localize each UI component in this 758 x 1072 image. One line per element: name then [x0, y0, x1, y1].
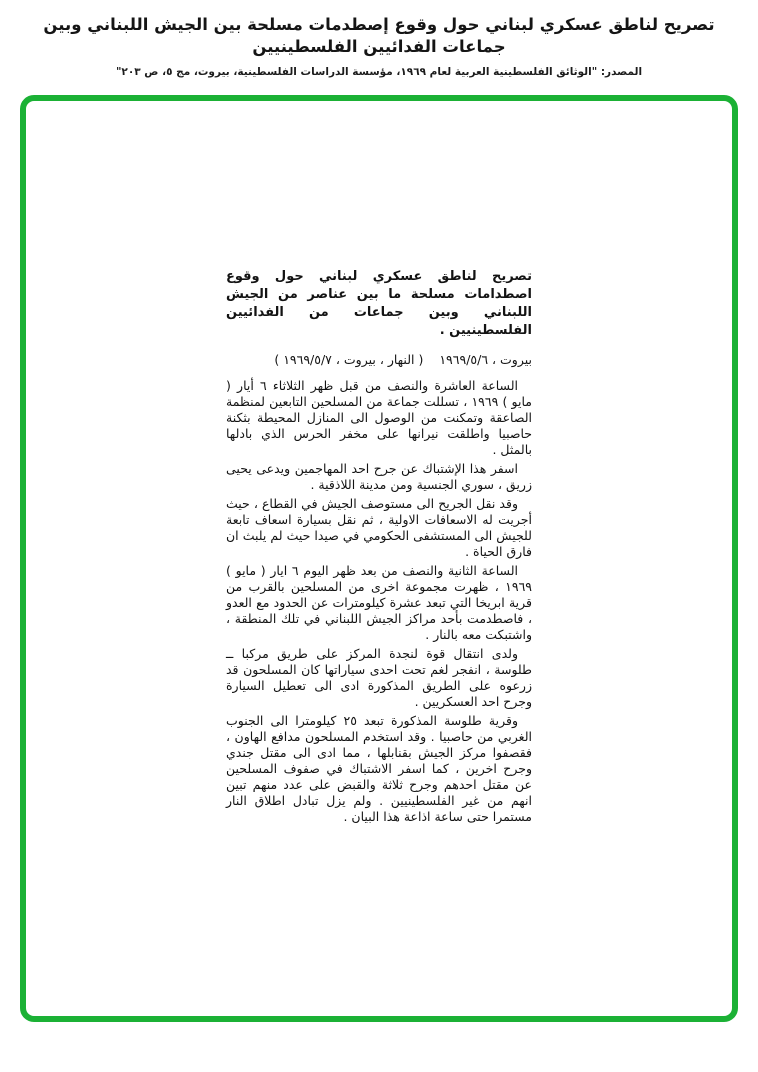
scanned-document-text	[226, 268, 532, 828]
paragraph: الساعة العاشرة والنصف من قبل ظهر الثلاثاء ٦ أيار ( مايو ) ١٩٦٩ ، تسللت جماعة من المسلحين التابعين لمنظمة الصاعقة وتمكنت من الوصول الى المنازل المحيطة بثكنة حاصبيا واطلقت نيرانها على مخفر الحرس الذي بادلها بالمثل .	[226, 378, 533, 457]
paragraph: الساعة الثانية والنصف من بعد ظهر اليوم ٦ ايار ( مايو ) ١٩٦٩ ، ظهرت مجموعة اخرى من المسلحين بالقرب من قرية ابريخا التي تبعد عشرة كيلومترات عن الحدود مع العدو ، فاصطدمت بأحد مراكز الجيش اللبناني في تلك المنطقة ، واشتبكت معه بالنار .	[226, 563, 532, 642]
document-title: تصريح لناطق عسكري لبناني حول وقوع اصطدامات مسلحة ما بين عناصر من الجيش اللبناني وبين جماعات من الفدائيين الفلسطينيين .	[226, 269, 532, 338]
dateline-city-date: بيروت ، ١٩٦٩/٥/٦	[439, 352, 532, 367]
paragraph: ولدى انتقال قوة لنجدة المركز على طريق مركبا ــ طلوسة ، انفجر لغم تحت احدى سياراتها كان المسلحون قد زرعوه على الطريق المذكورة ادى الى تعطيل السيارة وجرح احد العسكريين .	[226, 646, 532, 709]
page-title: تصريح لناطق عسكري لبناني حول وقوع إصطدمات مسلحة بين الجيش اللبناني وبين جماعات الفدائيين الفلسطينيين	[43, 15, 715, 57]
document-green-frame	[20, 95, 738, 1022]
paragraph: اسفر هذا الإشتباك عن جرح احد المهاجمين ويدعى يحيى زريق ، سوري الجنسية ومن مدينة اللاذقية .	[226, 461, 532, 492]
paragraph: وقد نقل الجريح الى مستوصف الجيش في القطاع ، حيث أجريت له الاسعافات الاولية ، ثم نقل بسيارة اسعاف تابعة للجيش الى المستشفى الحكومي في صيدا حيث لم يلبث ان فارق الحياة .	[226, 496, 532, 559]
dateline-publication: ( النهار ، بيروت ، ١٩٦٩/٥/٧ )	[274, 352, 424, 367]
source-citation: المصدر: "الوثائق الفلسطينية العربية لعام ١٩٦٩، مؤسسة الدراسات الفلسطينية، بيروت، مج ٥، ص ٢٠٣"	[115, 65, 643, 78]
page-header	[0, 14, 758, 78]
paragraph: وقرية طلوسة المذكورة تبعد ٢٥ كيلومترا الى الجنوب الغربي من حاصبيا . وقد استخدم المسلحون مدافع الهاون ، فقصفوا مركز الجيش بقنابلها ، مما ادى الى مقتل جندي وجرح اخرين ، كما اسفر الاشتباك في صفوف المسلحين عن مقتل احدهم وجرح ثلاثة والقبض على عدد منهم تبين انهم من غير الفلسطينيين . ولم يزل تبادل اطلاق النار مستمرا حتى ساعة اذاعة هذا البيان .	[226, 713, 532, 824]
document-dateline	[226, 352, 532, 368]
